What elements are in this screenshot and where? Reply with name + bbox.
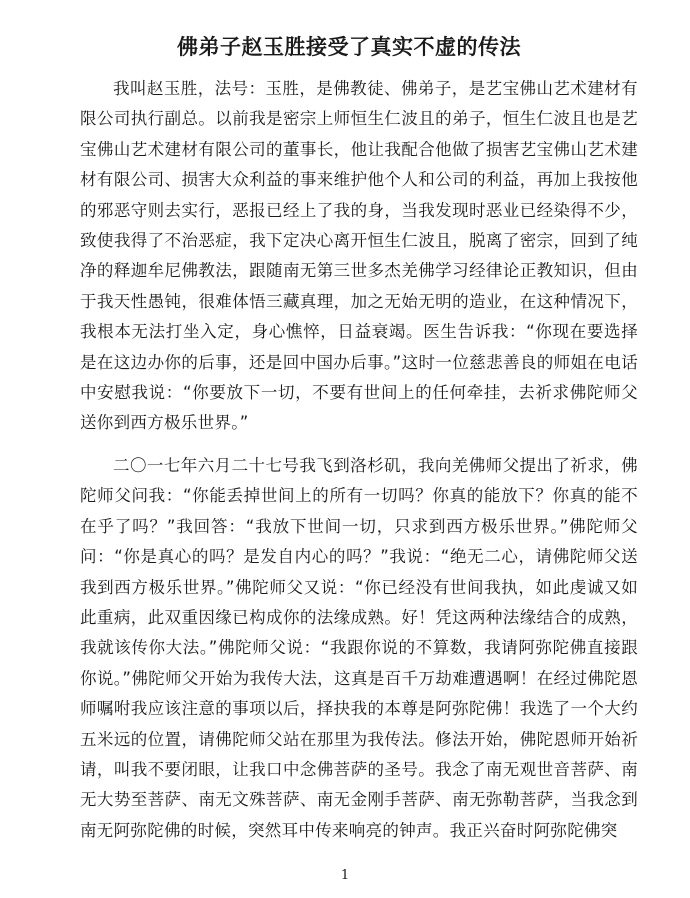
paragraph-1: 我叫赵玉胜，法号：玉胜，是佛教徒、佛弟子，是艺宝佛山艺术建材有限公司执行副总。以前我是密宗上师恒生仁波且的弟子，恒生仁波且也是艺宝佛山艺术建材有限公司的董事长，他让我配合他做了损害艺宝佛山艺术建材有限公司、损害大众利益的事来维护他个人和公司的利益，再加上我按他的邪恶守则去实行，恶报已经上了我的身，当我发现时恶业已经染得不少，致使我得了不治恶症，我下定决心离开恒生仁波且，脱离了密宗，回到了纯净的释迦牟尼佛教法，跟随南无第三世多杰羌佛学习经律论正教知识，但由于我天性愚钝，很难体悟三藏真理，加之无始无明的造业，在这种情况下，我根本无法打坐入定，身心憔悴，日益衰竭。医生告诉我：“你现在要选择是在这边办你的后事，还是回中国办后事。”这时一位慈悲善良的师姐在电话中安慰我说：“你要放下一切，不要有世间上的任何牵挂，去祈求佛陀师父送你到西方极乐世界。”	[80, 79, 638, 433]
paragraph-2: 二〇一七年六月二十七号我飞到洛杉矶，我向羌佛师父提出了祈求，佛陀师父问我：“你能丢掉世间上的所有一切吗？你真的能放下？你真的能不在乎了吗？”我回答：“我放下世间一切，只求到西方极乐世界。”佛陀师父问：“你是真心的吗？是发自内心的吗？”我说：“绝无二心，请佛陀师父送我到西方极乐世界。”佛陀师父又说：“你已经没有世间我执，如此虔诚又如此重病，此双重因缘已构成你的法缘成熟。好！凭这两种法缘结合的成熟，我就该传你大法。”佛陀师父说：“我跟你说的不算数，我请阿弥陀佛直接跟你说。”佛陀师父开始为我传大法，这真是百千万劫难遭遇啊！在经过佛陀恩师嘱咐我应该注意的事项以后，择抉我的本尊是阿弥陀佛！我选了一个大约五米远的位置，请佛陀师父站在那里为我传法。修法开始，佛陀恩师开始祈请，叫我不要闭眼，让我口中念佛菩萨的圣号。我念了南无观世音菩萨、南无大势至菩萨、南无文殊菩萨、南无金刚手菩萨、南无弥勒菩萨，当我念到南无阿弥陀佛的时候，突然耳中传来响亮的钟声。我正兴奋时阿弥陀佛突	[80, 455, 638, 840]
page-number: 1	[340, 868, 350, 883]
document-title: 佛弟子赵玉胜接受了真实不虚的传法	[177, 35, 521, 59]
